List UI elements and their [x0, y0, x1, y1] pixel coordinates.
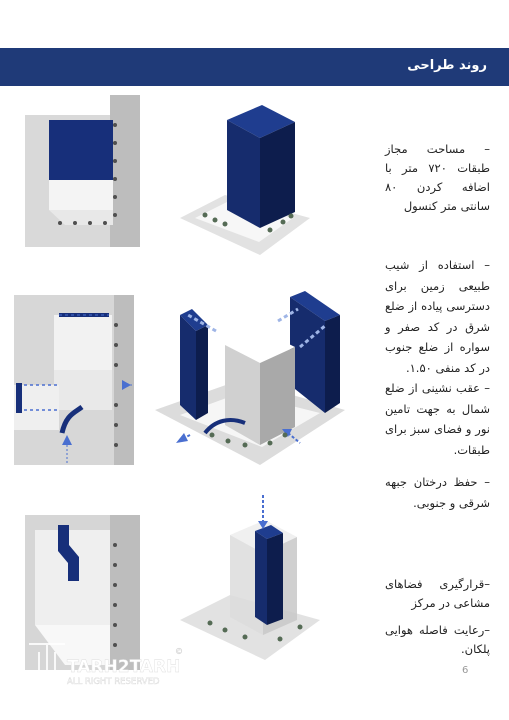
paragraph: – حفظ درختان جبهه شرقی و جنوبی.: [385, 475, 490, 510]
tower-access-diagram: [150, 285, 350, 475]
brand-text: TARH2TARH: [67, 657, 181, 677]
watermark-logo: [25, 640, 185, 690]
paragraph: – مساحت مجاز طبقات ۷۲۰ متر با اضافه کردن ۸۰ سانتی متر کنسول: [385, 142, 490, 213]
tower-massing-1: [175, 100, 315, 260]
section-3-text: [385, 575, 490, 659]
paragraph: – استفاده از شیب طبیعی زمین برای دسترسی پیاده از ضلع شرق در کد صفر و سواره از ضلع جنوب در کد منفی ۱.۵۰.: [385, 258, 490, 375]
section-header: [0, 48, 509, 86]
paragraph: –رعایت فاصله هوایی پلکان.: [385, 623, 490, 656]
section-title: روند طراحی: [407, 58, 487, 73]
copyright-symbol: ©: [175, 647, 183, 656]
tagline-text: ALL RIGHT RESERVED: [67, 677, 160, 687]
site-plan-2: [14, 295, 134, 465]
section-1-text: [385, 140, 490, 216]
site-plan-1: [25, 95, 140, 250]
section-2-text: [385, 255, 490, 513]
tower-core-diagram: [175, 495, 325, 665]
paragraph: – عقب نشینی از ضلع شمال به جهت تامین نور و فضای سبز برای طبقات.: [385, 381, 490, 457]
paragraph: –قرارگیری فضاهای مشاعی در مرکز: [385, 577, 490, 610]
page-number: 6: [462, 665, 469, 676]
